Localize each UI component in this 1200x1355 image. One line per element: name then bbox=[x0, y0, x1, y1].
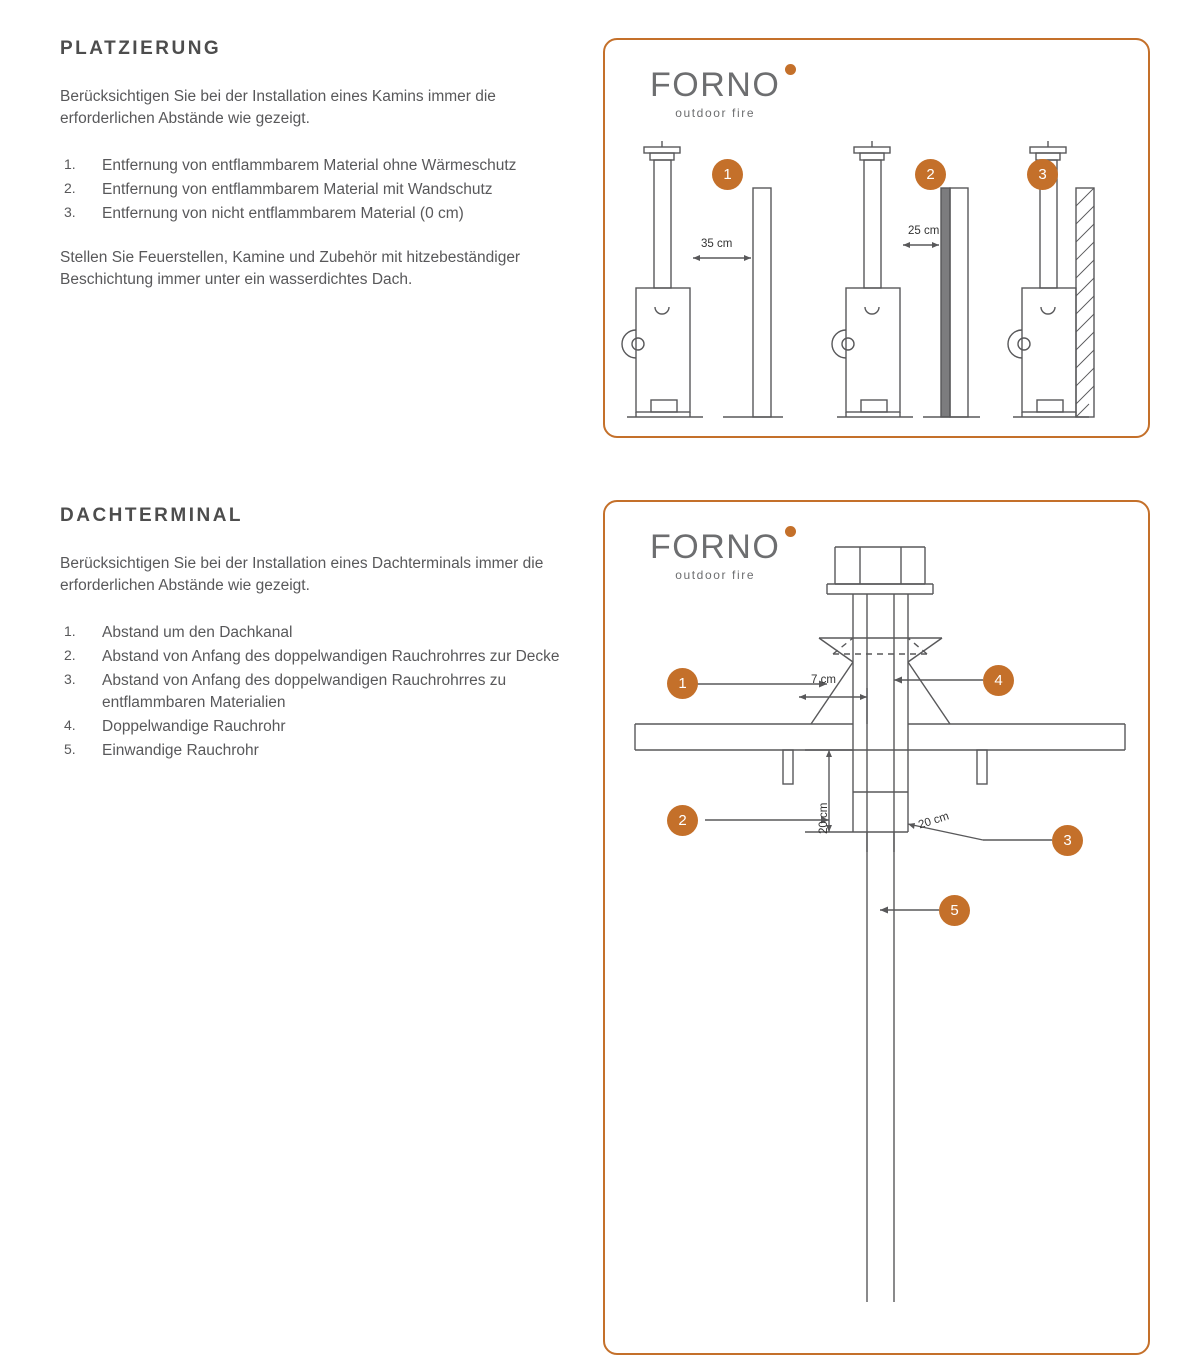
placement-figure-panel bbox=[603, 38, 1150, 438]
list-item-number: 2. bbox=[64, 179, 76, 196]
list-item-number: 1. bbox=[64, 155, 76, 172]
roof-list bbox=[60, 622, 570, 762]
stove-group-2 bbox=[832, 141, 913, 417]
list-item bbox=[60, 179, 570, 201]
callout-badge-3: 3 bbox=[1052, 825, 1083, 856]
forno-tagline: outdoor fire bbox=[675, 106, 756, 120]
page-title-roof-terminal: DACHTERMINAL bbox=[60, 505, 244, 526]
stove-group-1 bbox=[622, 141, 703, 417]
list-item bbox=[60, 670, 570, 714]
forno-tagline: outdoor fire bbox=[675, 568, 756, 582]
list-item bbox=[60, 740, 570, 762]
placement-diagram bbox=[605, 40, 1148, 436]
list-item-label: Entfernung von entflammbarem Material mit Wandschutz bbox=[102, 180, 493, 198]
list-item-number: 3. bbox=[64, 203, 76, 220]
roof-text-column bbox=[60, 505, 570, 764]
forno-wordmark-text: FORNO bbox=[650, 528, 781, 566]
list-item bbox=[60, 203, 570, 225]
list-item bbox=[60, 646, 570, 668]
placement-text-column bbox=[60, 38, 570, 292]
roof-terminal-figure-panel bbox=[603, 500, 1150, 1355]
callout-badge-4: 4 bbox=[983, 665, 1014, 696]
list-item-label: Entfernung von entflammbarem Material ohne Wärmeschutz bbox=[102, 156, 517, 174]
dimension-label-25cm: 25 cm bbox=[908, 225, 940, 237]
list-item-number: 2. bbox=[64, 646, 76, 663]
callout-badge-5: 5 bbox=[939, 895, 970, 926]
dimension-label-20cm-vertical: 20 cm bbox=[818, 802, 830, 834]
list-item bbox=[60, 716, 570, 738]
list-item-number: 3. bbox=[64, 670, 76, 687]
list-item-label: Entfernung von nicht entflammbarem Material (0 cm) bbox=[102, 204, 464, 222]
callout-badge-3: 3 bbox=[1027, 159, 1058, 190]
list-item bbox=[60, 155, 570, 177]
callout-badge-1: 1 bbox=[667, 668, 698, 699]
list-item-label: Abstand von Anfang des doppelwandigen Rauchrohrres zu entflammbaren Materialien bbox=[102, 671, 507, 711]
dimension-label-20cm-tilted: 20 cm bbox=[917, 810, 951, 832]
list-item-number: 5. bbox=[64, 740, 76, 757]
list-item-number: 4. bbox=[64, 716, 76, 733]
page-title-placement: PLATZIERUNG bbox=[60, 38, 222, 59]
dimension-label-35cm: 35 cm bbox=[701, 238, 733, 250]
list-item-label: Einwandige Rauchrohr bbox=[102, 741, 259, 759]
list-item-number: 1. bbox=[64, 622, 76, 639]
roof-intro-text: Berücksichtigen Sie bei der Installation eines Dachterminals immer die erforderlichen Abstände wie gezeigt. bbox=[60, 555, 544, 595]
callout-badge-1: 1 bbox=[712, 159, 743, 190]
list-item-label: Abstand um den Dachkanal bbox=[102, 623, 293, 641]
placement-list bbox=[60, 155, 570, 225]
placement-intro-text: Berücksichtigen Sie bei der Installation eines Kamins immer die erforderlichen Abstände wie gezeigt. bbox=[60, 88, 496, 128]
callout-badge-2: 2 bbox=[915, 159, 946, 190]
callout-badge-2: 2 bbox=[667, 805, 698, 836]
dimension-label-7cm: 7 cm bbox=[811, 674, 836, 686]
forno-wordmark-text: FORNO bbox=[650, 66, 781, 104]
list-item bbox=[60, 622, 570, 644]
roof-terminal-diagram bbox=[605, 502, 1148, 1353]
placement-outro-text: Stellen Sie Feuerstellen, Kamine und Zubehör mit hitzebeständiger Beschichtung immer unter ein wasserdichtes Dach. bbox=[60, 248, 521, 289]
list-item-label: Abstand von Anfang des doppelwandigen Rauchrohrres zur Decke bbox=[102, 647, 560, 665]
list-item-label: Doppelwandige Rauchrohr bbox=[102, 717, 286, 735]
